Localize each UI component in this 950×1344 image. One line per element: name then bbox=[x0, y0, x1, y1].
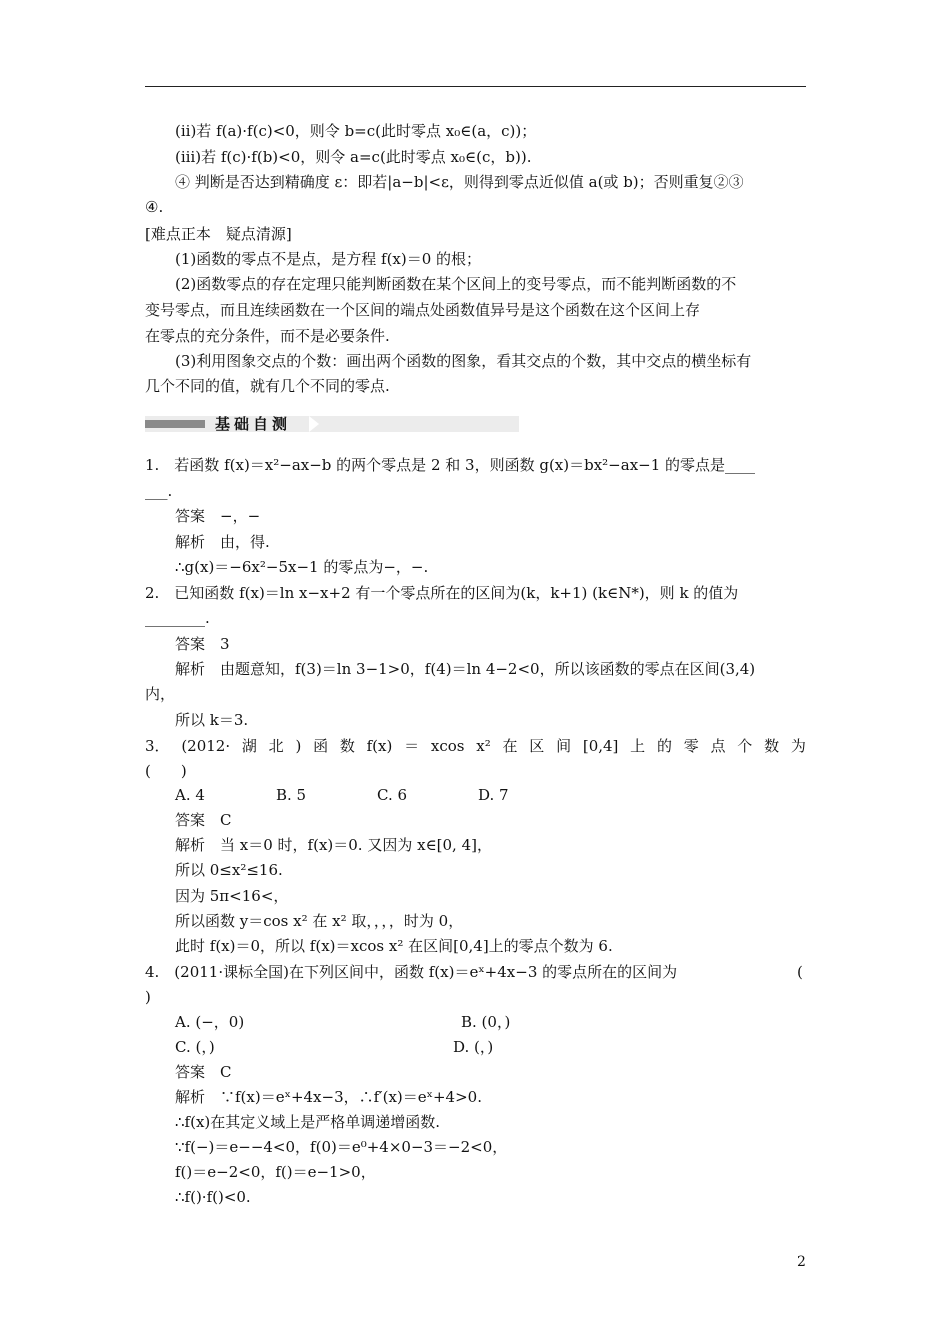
problem-3-analysis-5: 此时 f(x)＝0，所以 f(x)＝xcos x² 在区间[0,4]上的零点个数为 6. bbox=[175, 937, 613, 955]
stem-token: x² bbox=[476, 737, 491, 755]
stem-token: 区 bbox=[529, 737, 545, 755]
stem-token: 北 bbox=[268, 737, 284, 755]
problem-4-analysis-1: 解析 ∵f(x)＝eˣ+4x−3，∴f′(x)＝eˣ+4>0. bbox=[175, 1088, 482, 1106]
problem-2-analysis-cont: 内， bbox=[145, 685, 176, 703]
stem-token: f(x) bbox=[366, 737, 393, 755]
stem-token: 为 bbox=[790, 737, 806, 755]
problem-4-paren-open: ( bbox=[797, 963, 803, 981]
step4-line: ④ 判断是否达到精确度 ε：即若|a−b|<ε，则得到零点近似值 a(或 b)；否则重复②③ bbox=[175, 173, 744, 191]
problem-4-option-d: D. (，) bbox=[453, 1038, 494, 1056]
problem-4-analysis-2: ∴f(x)在其定义域上是严格单调递增函数. bbox=[175, 1113, 441, 1131]
stem-token: (2012· bbox=[181, 737, 231, 755]
problem-3-option-c: C. 6 bbox=[377, 786, 408, 804]
problem-3-analysis-4: 所以函数 y＝cos x² 在 x² 取，，，，时为 0， bbox=[175, 912, 464, 930]
case-ii-line: (ⅱ)若 f(a)·f(c)<0，则令 b=c(此时零点 x₀∈(a，c))； bbox=[175, 122, 537, 140]
problem-1-answer: 答案 −，− bbox=[175, 507, 261, 525]
problem-2-answer: 答案 3 bbox=[175, 635, 230, 653]
section-title: 基础自测 bbox=[215, 415, 292, 433]
problem-3-option-d: D. 7 bbox=[478, 786, 509, 804]
problem-4-option-b: B. (0，) bbox=[461, 1013, 511, 1031]
problem-3-analysis-2: 所以 0≤x²≤16. bbox=[175, 861, 283, 879]
problem-4-stem: 4. (2011·课标全国)在下列区间中，函数 f(x)＝eˣ+4x−3 的零点所在的区间为 bbox=[145, 963, 678, 981]
stem-token: ) bbox=[295, 737, 302, 755]
problem-4-paren-close: ) bbox=[145, 988, 151, 1006]
problem-3-answer: 答案 C bbox=[175, 811, 232, 829]
banner-chevron bbox=[309, 416, 319, 432]
stem-token: xcos bbox=[430, 737, 465, 755]
note-1: (1)函数的零点不是点，是方程 f(x)＝0 的根； bbox=[175, 250, 482, 268]
note-2-cont-1: 变号零点，而且连续函数在一个区间的端点处函数值异号是这个函数在这个区间上存 bbox=[145, 301, 701, 319]
stem-token: 函 bbox=[313, 737, 329, 755]
problem-2-analysis: 解析 由题意知，f(3)＝ln 3−1>0，f(4)＝ln 4−2<0，所以该函数的零点在区间(3,4) bbox=[175, 660, 756, 678]
problem-4-option-a: A. (−，0) bbox=[175, 1013, 245, 1031]
stem-token: 数 bbox=[764, 737, 780, 755]
stem-token: [0,4] bbox=[582, 737, 619, 755]
section-banner bbox=[145, 416, 519, 432]
stem-token: 点 bbox=[710, 737, 726, 755]
problem-1-conclusion: ∴g(x)＝−6x²−5x−1 的零点为−，−. bbox=[175, 558, 429, 576]
note-3-cont: 几个不同的值，就有几个不同的零点. bbox=[145, 377, 390, 395]
banner-bar bbox=[145, 420, 205, 428]
problem-2-conclusion: 所以 k＝3. bbox=[175, 711, 249, 729]
header-rule bbox=[145, 86, 806, 87]
problem-3-analysis-3: 因为 5π<16<， bbox=[175, 887, 289, 905]
problem-4-option-c: C. (，) bbox=[175, 1038, 215, 1056]
note-2: (2)函数零点的存在定理只能判断函数在某个区间上的变号零点，而不能判断函数的不 bbox=[175, 275, 737, 293]
case-iii-line: (ⅲ)若 f(c)·f(b)<0，则令 a=c(此时零点 x₀∈(c，b)). bbox=[175, 148, 532, 166]
step4-line-cont: ④. bbox=[145, 198, 164, 216]
stem-token: 间 bbox=[556, 737, 572, 755]
problem-1-stem-cont: ___. bbox=[145, 482, 173, 500]
stem-token: 3． bbox=[145, 737, 170, 755]
stem-token: 上 bbox=[630, 737, 646, 755]
stem-token: 的 bbox=[656, 737, 672, 755]
problem-2-stem-cont: ________. bbox=[145, 609, 210, 627]
problem-4-analysis-4: f()＝e−2<0，f()＝e−1>0， bbox=[175, 1163, 376, 1181]
problem-3-analysis-1: 解析 当 x＝0 时，f(x)＝0. 又因为 x∈[0, 4]， bbox=[175, 836, 492, 854]
problem-4-analysis-5: ∴f()·f()<0. bbox=[175, 1188, 251, 1206]
problem-2-stem: 2. 已知函数 f(x)＝ln x−x+2 有一个零点所在的区间为(k，k+1) (k∈N*)，则 k 的值为 bbox=[145, 584, 739, 602]
problem-3-stem bbox=[145, 736, 806, 756]
problem-3-option-a: A. 4 bbox=[175, 786, 205, 804]
page-number: 2 bbox=[797, 1254, 806, 1270]
problem-4-answer: 答案 C bbox=[175, 1063, 232, 1081]
stem-token: 零 bbox=[683, 737, 699, 755]
note-3: (3)利用图象交点的个数：画出两个函数的图象，看其交点的个数，其中交点的横坐标有 bbox=[175, 352, 752, 370]
stem-token: 在 bbox=[502, 737, 518, 755]
problem-3-paren: ( ) bbox=[145, 762, 187, 780]
stem-token: ＝ bbox=[404, 737, 420, 755]
problem-3-option-b: B. 5 bbox=[276, 786, 307, 804]
stem-token: 湖 bbox=[241, 737, 257, 755]
note-2-cont-2: 在零点的充分条件，而不是必要条件. bbox=[145, 327, 390, 345]
stem-token: 个 bbox=[737, 737, 753, 755]
stem-token: 数 bbox=[339, 737, 355, 755]
difficulty-heading: [难点正本 疑点清源] bbox=[145, 225, 292, 243]
problem-1-analysis: 解析 由，得. bbox=[175, 533, 270, 551]
problem-1-stem: 1. 若函数 f(x)＝x²−ax−b 的两个零点是 2 和 3，则函数 g(x)＝bx²−ax−1 的零点是____ bbox=[145, 456, 756, 474]
problem-4-analysis-3: ∵f(−)＝e−−4<0，f(0)＝e⁰+4×0−3＝−2<0， bbox=[175, 1138, 508, 1156]
